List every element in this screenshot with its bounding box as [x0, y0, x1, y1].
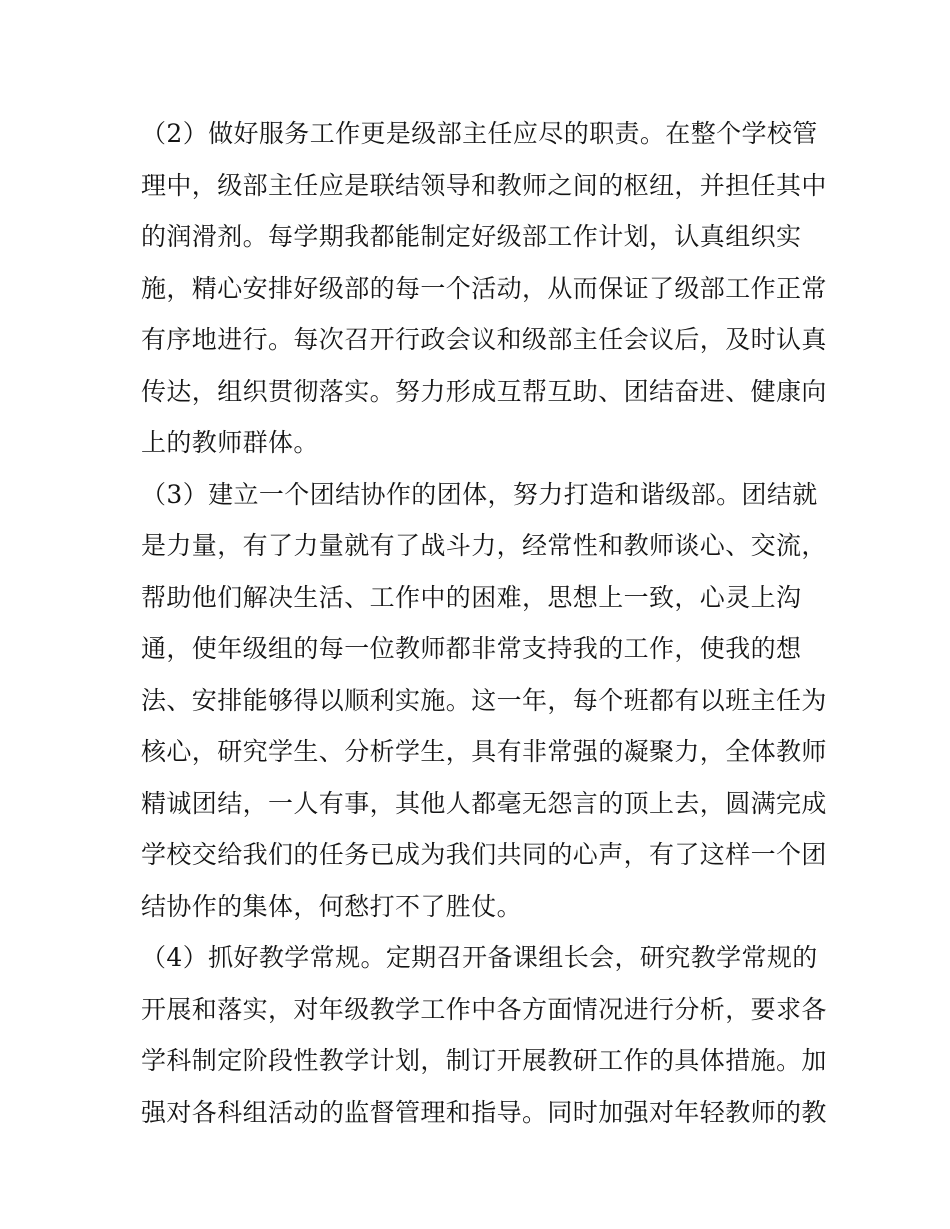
text-line: 强对各科组活动的监督管理和指导。同时加强对年轻教师的教: [141, 1097, 827, 1127]
text-line: 核心，研究学生、分析学生，具有非常强的凝聚力，全体教师: [141, 737, 827, 766]
text-line: 施，精心安排好级部的每一个活动，从而保证了级部工作正常: [141, 273, 827, 303]
text-line: 精诚团结，一人有事，其他人都毫无怨言的顶上去，圆满完成: [141, 788, 827, 818]
text-line: 开展和落实，对年级教学工作中各方面情况进行分析，要求各: [141, 994, 827, 1024]
text-line: 结协作的集体，何愁打不了胜仗。: [141, 891, 523, 921]
text-line: 上的教师群体。: [141, 428, 319, 457]
text-line: 通，使年级组的每一位教师都非常支持我的工作，使我的想: [141, 634, 802, 663]
body-text: [141, 108, 827, 1138]
text-line: 有序地进行。每次召开行政会议和级部主任会议后，及时认真: [141, 325, 827, 354]
text-line: 学校交给我们的任务已成为我们共同的心声，有了这样一个团: [141, 840, 827, 869]
text-line: 帮助他们解决生活、工作中的困难，思想上一致，心灵上沟: [141, 582, 802, 612]
text-line: 的润滑剂。每学期我都能制定好级部工作计划，认真组织实: [141, 222, 802, 251]
text-line: 是力量，有了力量就有了战斗力，经常性和教师谈心、交流，: [141, 531, 827, 560]
text-line: （2）做好服务工作更是级部主任应尽的职责。在整个学校管: [141, 119, 818, 148]
text-line: 理中，级部主任应是联结领导和教师之间的枢纽，并担任其中: [141, 170, 827, 200]
text-line: （4）抓好教学常规。定期召开备课组长会，研究教学常规的: [141, 943, 818, 972]
text-line: （3）建立一个团结协作的团体，努力打造和谐级部。团结就: [141, 479, 818, 509]
text-line: 学科制定阶段性教学计划，制订开展教研工作的具体措施。加: [141, 1046, 827, 1075]
text-line: 法、安排能够得以顺利实施。这一年，每个班都有以班主任为: [141, 685, 827, 715]
text-line: 传达，组织贯彻落实。努力形成互帮互助、团结奋进、健康向: [141, 376, 827, 406]
